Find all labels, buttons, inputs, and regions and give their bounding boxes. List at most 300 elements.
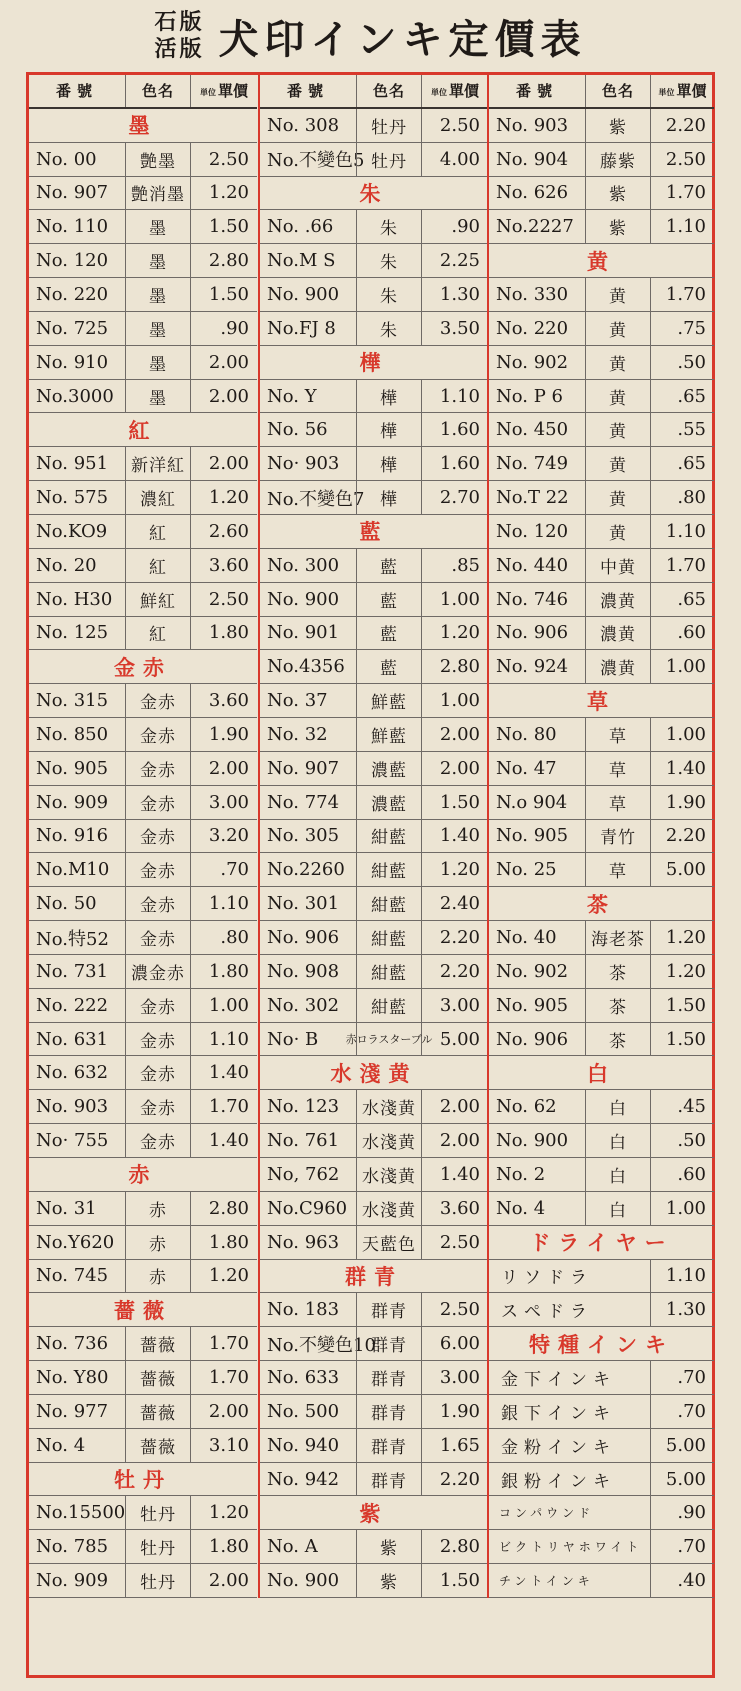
product-name: 銀下インキ	[501, 1403, 616, 1424]
color-name: 赤	[125, 1260, 191, 1293]
section-header-row	[29, 650, 257, 684]
specialty-ink-row	[489, 1496, 714, 1530]
ink-number: No. 302	[267, 994, 340, 1016]
ink-price-row	[260, 1530, 488, 1564]
color-name: 紺藍	[356, 887, 422, 920]
ink-price-row	[29, 549, 257, 583]
unit-price: 2.00	[439, 1096, 480, 1118]
ink-price-row	[260, 1564, 488, 1598]
unit-price: 3.60	[208, 690, 249, 712]
ink-price-row	[489, 921, 714, 955]
ink-number: No.15500	[36, 1502, 126, 1524]
ink-price-row	[29, 481, 257, 515]
color-name: 朱	[356, 210, 422, 243]
unit-price: 2.70	[439, 487, 480, 509]
unit-price: 1.90	[665, 791, 706, 813]
section-header-row	[260, 1056, 488, 1090]
unit-price: 2.80	[439, 656, 480, 678]
color-name: 樺	[356, 481, 422, 514]
unit-price: 3.00	[208, 791, 249, 813]
ink-number: No. 632	[36, 1062, 109, 1084]
ink-number: No. 951	[36, 453, 109, 475]
unit-price: 5.00	[439, 1028, 480, 1050]
section-header-row	[260, 346, 488, 380]
ink-number: No. 220	[36, 283, 109, 305]
unit-price: .85	[451, 554, 480, 576]
section-title: 薔薇	[114, 1297, 172, 1323]
ink-price-row	[489, 1090, 714, 1124]
ink-price-row	[260, 1327, 488, 1361]
section-title: 茶	[587, 891, 616, 917]
color-name: 水淺黄	[356, 1192, 422, 1225]
ink-price-row	[260, 380, 488, 414]
color-name: 黄	[585, 413, 651, 446]
ink-number: No. 901	[267, 622, 340, 644]
unit-price: 6.00	[439, 1333, 480, 1355]
color-name: 濃紅	[125, 481, 191, 514]
ink-number: No. 977	[36, 1400, 109, 1422]
unit-price: .90	[451, 216, 480, 238]
specialty-ink-row	[489, 1293, 714, 1327]
ink-number: No. 963	[267, 1231, 340, 1253]
header-unit: 単位	[199, 87, 216, 98]
unit-price: 1.40	[439, 825, 480, 847]
section-title: 特種インキ	[529, 1331, 674, 1357]
color-name: 紅	[125, 617, 191, 650]
ink-number: No. .66	[267, 216, 334, 238]
ink-price-row	[260, 1124, 488, 1158]
section-title: ドライヤー	[529, 1230, 674, 1256]
product-name: スペドラ	[501, 1302, 593, 1323]
color-name: 白	[585, 1158, 651, 1191]
color-name: 草	[585, 853, 651, 886]
ink-number: No. 942	[267, 1468, 340, 1490]
ink-price-row	[260, 143, 488, 177]
color-name: 金赤	[125, 853, 191, 886]
color-name: 金赤	[125, 1124, 191, 1157]
color-name: 金赤	[125, 989, 191, 1022]
ink-number: No. 906	[496, 622, 569, 644]
ink-number: No. 900	[267, 1570, 340, 1592]
unit-price: 1.20	[208, 1265, 249, 1287]
unit-price: 1.70	[665, 182, 706, 204]
ink-number: No. 902	[496, 960, 569, 982]
unit-price: 2.80	[208, 1197, 249, 1219]
ink-price-row	[29, 447, 257, 481]
color-name: 紺藍	[356, 989, 422, 1022]
unit-price: 2.00	[208, 385, 249, 407]
unit-price: 1.50	[439, 1570, 480, 1592]
color-name: 濃黄	[585, 617, 651, 650]
color-name: 黄	[585, 312, 651, 345]
color-name: 金赤	[125, 1090, 191, 1123]
color-name: 濃黄	[585, 650, 651, 683]
unit-price: 2.00	[208, 1570, 249, 1592]
unit-price: 2.50	[665, 148, 706, 170]
ink-price-row	[489, 718, 714, 752]
ink-number: No. 916	[36, 825, 109, 847]
color-name: 草	[585, 752, 651, 785]
color-name: 朱	[356, 278, 422, 311]
unit-price: 3.20	[208, 825, 249, 847]
ink-price-row	[489, 143, 714, 177]
ink-price-row	[260, 1023, 488, 1057]
color-name: 牡丹	[125, 1496, 191, 1529]
section-header-row	[260, 515, 488, 549]
color-name: 青竹	[585, 820, 651, 853]
ink-price-row	[260, 1429, 488, 1463]
ink-price-row	[260, 786, 488, 820]
ink-price-row	[29, 143, 257, 177]
unit-price: 1.00	[665, 656, 706, 678]
product-name: チントインキ	[499, 1574, 594, 1589]
ink-number: N.o 904	[496, 791, 568, 813]
unit-price: 2.40	[439, 893, 480, 915]
ink-number: No. 2	[496, 1163, 546, 1185]
ink-number: No. 905	[496, 825, 569, 847]
unit-price: 3.00	[439, 1366, 480, 1388]
ink-number: No. 907	[267, 757, 340, 779]
section-header-row	[260, 1260, 488, 1294]
ink-price-row	[489, 583, 714, 617]
section-header-row	[29, 413, 257, 447]
price-column-3	[487, 75, 714, 1598]
specialty-ink-row	[489, 1361, 714, 1395]
ink-number: No. 908	[267, 960, 340, 982]
ink-number: No. H30	[36, 588, 113, 610]
ink-price-row	[29, 684, 257, 718]
ink-price-row	[260, 1158, 488, 1192]
ink-price-row	[260, 244, 488, 278]
color-name: 紫	[585, 210, 651, 243]
color-name: 群青	[356, 1327, 422, 1360]
ink-number: No. 315	[36, 690, 109, 712]
unit-price: 1.10	[665, 520, 706, 542]
color-name: 黄	[585, 515, 651, 548]
product-name: 金下インキ	[501, 1369, 616, 1390]
unit-price: 2.25	[439, 250, 480, 272]
unit-price: .80	[220, 927, 249, 949]
color-name: 艶消墨	[125, 177, 191, 210]
unit-price: 2.50	[208, 588, 249, 610]
color-name: 濃金赤	[125, 955, 191, 988]
ink-price-row	[260, 684, 488, 718]
ink-number: No. 308	[267, 114, 340, 136]
ink-price-row	[29, 1496, 257, 1530]
ink-number: No. 56	[267, 419, 328, 441]
ink-price-row	[260, 447, 488, 481]
ink-number: No. 500	[267, 1400, 340, 1422]
specialty-ink-row	[489, 1463, 714, 1497]
column-header-row	[489, 75, 714, 109]
product-name: 金粉インキ	[501, 1437, 616, 1458]
color-name: 墨	[125, 380, 191, 413]
ink-number: No. Y80	[36, 1366, 109, 1388]
ink-price-row	[29, 752, 257, 786]
ink-price-row	[29, 1056, 257, 1090]
section-title: 金赤	[114, 654, 172, 680]
color-name: 白	[585, 1090, 651, 1123]
color-name: 紫	[585, 109, 651, 142]
product-name: 銀粉インキ	[501, 1471, 616, 1492]
section-title: 朱	[359, 180, 389, 206]
ink-price-row	[489, 278, 714, 312]
color-name: 紅	[125, 549, 191, 582]
unit-price: 1.00	[665, 723, 706, 745]
unit-price: 1.20	[439, 622, 480, 644]
ink-number: No.M S	[267, 250, 336, 272]
unit-price: .50	[677, 1130, 706, 1152]
ink-number: No. 749	[496, 453, 569, 475]
section-title: 群青	[345, 1263, 403, 1289]
ink-number: No. 850	[36, 723, 109, 745]
unit-price: 2.00	[208, 351, 249, 373]
ink-price-row	[489, 413, 714, 447]
color-name: 樺	[356, 447, 422, 480]
ink-number: No.T 22	[496, 487, 569, 509]
ink-price-row	[260, 549, 488, 583]
ink-number: No. 25	[496, 859, 557, 881]
ink-number: No.不變色7	[267, 488, 365, 510]
unit-price: 2.20	[665, 825, 706, 847]
ink-price-row	[489, 380, 714, 414]
color-name: 天藍色	[356, 1226, 422, 1259]
ink-price-row	[489, 1158, 714, 1192]
ink-number: No. 80	[496, 723, 557, 745]
ink-number: No.KO9	[36, 520, 108, 542]
ink-number: No.M10	[36, 859, 110, 881]
unit-price: 1.60	[439, 419, 480, 441]
color-name: 群青	[356, 1429, 422, 1462]
unit-price: .65	[677, 453, 706, 475]
unit-price: 2.00	[439, 723, 480, 745]
ink-price-row	[489, 447, 714, 481]
header-price: 單價	[448, 82, 479, 101]
unit-price: .70	[650, 1530, 714, 1563]
section-title: 藍	[359, 519, 389, 545]
unit-price: .70	[220, 859, 249, 881]
color-name: 朱	[356, 312, 422, 345]
unit-price: 2.20	[665, 114, 706, 136]
color-name: 紫	[356, 1530, 422, 1563]
ink-price-row	[260, 1293, 488, 1327]
ink-price-row	[29, 380, 257, 414]
ink-price-row	[489, 109, 714, 143]
column-header-row	[260, 75, 488, 109]
section-title: 牡丹	[114, 1467, 172, 1493]
unit-price: .80	[677, 487, 706, 509]
ink-number: No. 900	[267, 283, 340, 305]
unit-price: 2.00	[208, 453, 249, 475]
ink-price-row	[489, 481, 714, 515]
ink-price-row	[260, 1361, 488, 1395]
unit-price: 5.00	[650, 1429, 714, 1462]
ink-price-row	[489, 955, 714, 989]
color-name: 藍	[356, 549, 422, 582]
ink-number: No. 774	[267, 791, 340, 813]
color-name: 金赤	[125, 718, 191, 751]
ink-number: No. 37	[267, 690, 328, 712]
section-header-row	[489, 1056, 714, 1090]
unit-price: 1.10	[208, 1028, 249, 1050]
ink-price-row	[260, 1090, 488, 1124]
ink-number: No. 575	[36, 487, 109, 509]
ink-number: No.不變色10	[267, 1334, 376, 1356]
unit-price: 5.00	[665, 859, 706, 881]
ink-number: No. 32	[267, 723, 328, 745]
header-number: 番號	[55, 82, 98, 101]
unit-price: 2.50	[208, 148, 249, 170]
color-name: 水淺黄	[356, 1124, 422, 1157]
specialty-ink-row	[489, 1564, 714, 1598]
specialty-ink-row	[489, 1260, 714, 1294]
header-color-name: 色名	[585, 75, 651, 107]
ink-number: No. 907	[36, 182, 109, 204]
unit-price: .90	[650, 1496, 714, 1529]
specialty-ink-row	[489, 1429, 714, 1463]
unit-price: 1.40	[665, 757, 706, 779]
ink-number: No. 746	[496, 588, 569, 610]
ink-price-row	[489, 650, 714, 684]
unit-price: 1.50	[665, 994, 706, 1016]
ink-price-row	[29, 989, 257, 1023]
color-name: 薔薇	[125, 1361, 191, 1394]
section-title: 墨	[128, 113, 158, 139]
unit-price: .60	[677, 1163, 706, 1185]
section-header-row	[29, 1158, 257, 1192]
unit-price: 1.10	[665, 216, 706, 238]
header-price: 單價	[217, 82, 248, 101]
specialty-ink-row	[489, 1395, 714, 1429]
ink-price-row	[260, 278, 488, 312]
ink-number: No. 125	[36, 622, 109, 644]
unit-price: 1.20	[208, 1502, 249, 1524]
color-name: 紺藍	[356, 955, 422, 988]
ink-number: No. 900	[496, 1130, 569, 1152]
header-number: 番號	[286, 82, 329, 101]
color-name: 朱	[356, 244, 422, 277]
ink-number: No.4356	[267, 656, 345, 678]
ink-price-row	[29, 1090, 257, 1124]
color-name: 中黄	[585, 549, 651, 582]
ink-price-row	[260, 820, 488, 854]
ink-price-row	[489, 515, 714, 549]
header-unit-price	[422, 80, 488, 101]
print-type-lithographic: 石版	[154, 9, 205, 35]
unit-price: 2.50	[439, 114, 480, 136]
color-name: 黄	[585, 447, 651, 480]
unit-price: 1.50	[208, 283, 249, 305]
color-name: 白	[585, 1124, 651, 1157]
ink-price-row	[29, 1564, 257, 1598]
section-title: 白	[587, 1060, 616, 1086]
color-name: 濃藍	[356, 786, 422, 819]
section-header-row	[489, 887, 714, 921]
ink-number: No. 4	[36, 1434, 86, 1456]
color-name: 茶	[585, 1023, 651, 1056]
section-header-row	[489, 1226, 714, 1260]
ink-number: No. 440	[496, 554, 569, 576]
section-header-row	[489, 684, 714, 718]
unit-price: 1.10	[208, 893, 249, 915]
column-header-row	[29, 75, 257, 109]
ink-number: No. 731	[36, 960, 109, 982]
unit-price: 2.20	[439, 927, 480, 949]
header-color-name: 色名	[356, 75, 422, 107]
unit-price: .45	[677, 1096, 706, 1118]
price-column-2	[258, 75, 488, 1598]
ink-price-row	[260, 887, 488, 921]
unit-price: 3.50	[439, 317, 480, 339]
unit-price: 1.00	[208, 994, 249, 1016]
unit-price: 1.80	[208, 1536, 249, 1558]
section-title: 紫	[359, 1500, 389, 1526]
color-name: 金赤	[125, 684, 191, 717]
section-header-row	[260, 1496, 488, 1530]
ink-number: No. 904	[496, 148, 569, 170]
unit-price: 2.00	[208, 757, 249, 779]
unit-price: 2.20	[439, 1468, 480, 1490]
ink-number: No. 4	[496, 1197, 546, 1219]
section-title: 樺	[359, 350, 389, 376]
header-price: 單價	[676, 82, 707, 101]
ink-price-row	[260, 617, 488, 651]
color-name: 黄	[585, 346, 651, 379]
ink-number: No. 626	[496, 182, 569, 204]
color-name: 白	[585, 1192, 651, 1225]
ink-number: No. 924	[496, 656, 569, 678]
header-number: 番號	[515, 82, 558, 101]
ink-price-row	[29, 210, 257, 244]
ink-price-row	[260, 718, 488, 752]
color-name: 紺藍	[356, 921, 422, 954]
page-title: 犬印インキ定價表	[218, 16, 587, 63]
unit-price: 1.30	[439, 283, 480, 305]
ink-number: No· B	[267, 1028, 319, 1050]
color-name: 紫	[585, 177, 651, 210]
color-name: 金赤	[125, 921, 191, 954]
unit-price: .65	[677, 588, 706, 610]
color-name: 艶墨	[125, 143, 191, 176]
ink-price-row	[29, 244, 257, 278]
header-unit: 単位	[658, 87, 675, 98]
unit-price: 1.70	[665, 554, 706, 576]
color-name: 藤紫	[585, 143, 651, 176]
color-name: 黄	[585, 380, 651, 413]
color-name: 茶	[585, 989, 651, 1022]
ink-price-row	[29, 278, 257, 312]
ink-price-row	[489, 853, 714, 887]
color-name: 金赤	[125, 752, 191, 785]
section-title: 草	[587, 688, 616, 714]
ink-number: No. 906	[267, 927, 340, 949]
unit-price: 2.00	[439, 757, 480, 779]
ink-price-row	[489, 786, 714, 820]
title-row	[0, 0, 741, 72]
ink-price-row	[29, 1226, 257, 1260]
specialty-ink-row	[489, 1530, 714, 1564]
ink-price-row	[29, 515, 257, 549]
unit-price: 2.00	[208, 1400, 249, 1422]
color-name: 牡丹	[356, 109, 422, 142]
color-name: 藍	[356, 583, 422, 616]
ink-price-row	[29, 820, 257, 854]
color-name: 金赤	[125, 1023, 191, 1056]
unit-price: 1.10	[650, 1260, 714, 1293]
ink-price-row	[29, 887, 257, 921]
section-header-row	[489, 244, 714, 278]
color-name: 薔薇	[125, 1429, 191, 1462]
